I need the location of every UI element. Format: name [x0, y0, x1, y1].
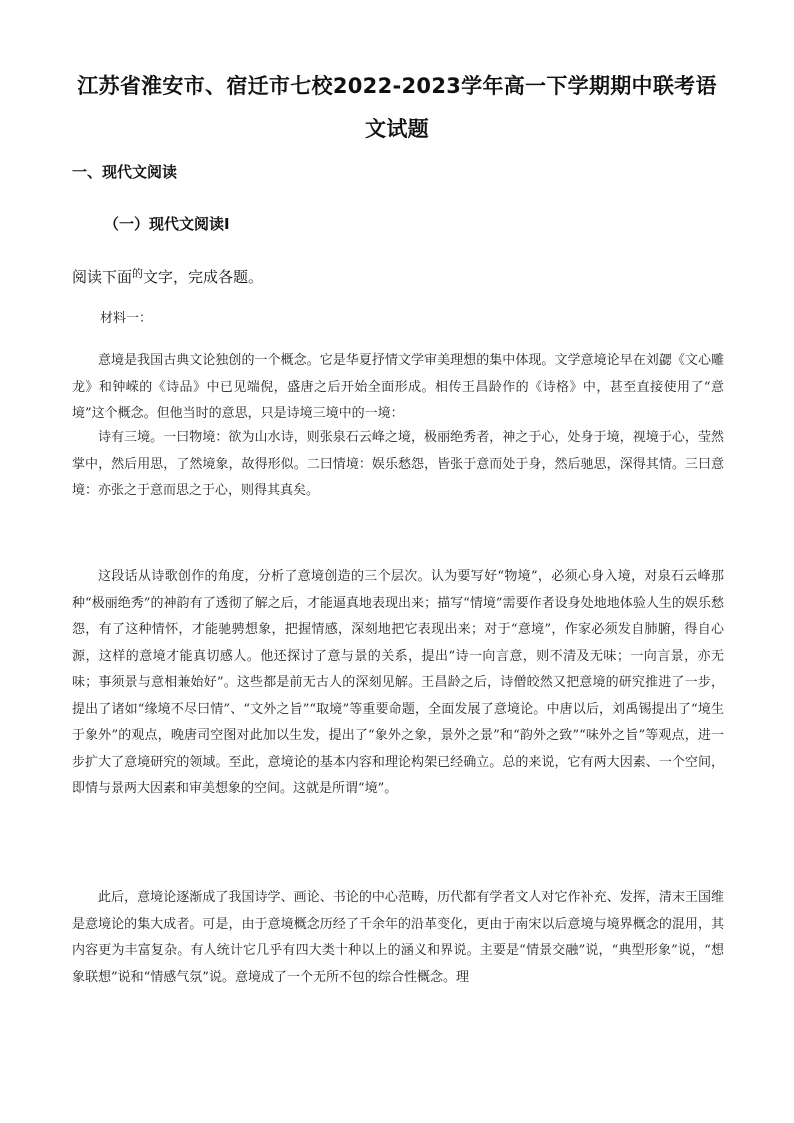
instruction-text-after: 文字，完成各题。 — [143, 268, 264, 286]
exam-title-line-1: 江苏省淮安市、宿迁市七校2022-2023学年高一下学期期中联考语 — [77, 74, 717, 98]
subsection-heading: （一）现代文阅读Ⅰ — [104, 215, 230, 233]
instruction-text-before: 阅读下面 — [72, 268, 133, 286]
paragraph-4: 此后，意境论逐渐成了我国诗学、画论、书论的中心范畴，历代都有学者文人对它作补充、发挥，清末王国维是意境论的集大成者。可是，由于意境概念历经了千余年的沿革变化，更由于南宋以后意境与境界概念的混用，其内容更为丰富复杂。有人统计它几乎有四大类十种以上的涵义和界说。主要是“情景交融”说，“典型形象”说，“想象联想”说和“情感气氛”说。意境成了一个无所不包的综合性概念。理 — [72, 890, 724, 985]
instruction-superscript: 的 — [132, 267, 144, 280]
exam-title-line-2: 文试题 — [365, 117, 429, 141]
paragraph-3: 这段话从诗歌创作的角度，分析了意境创造的三个层次。认为要写好“物境”，必须心身入境，对泉石云峰那种“极丽绝秀”的神韵有了透彻了解之后，才能逼真地表现出来；描写“情境”需要作者设身处地地体验人生的娱乐愁怨，有了这种情怀，才能驰骋想象，把握情感，深刻地把它表现出来；对于“意境”，作家必须发自肺腑，得自心源，这样的意境才能真切感人。他还探讨了意与景的关系，提出“诗一向言意，则不清及无味；一向言景，亦无味；事须景与意相兼始好”。这些都是前无古人的深刻见解。王昌龄之后，诗僧皎然又把意境的研究推进了一步，提出了诸如“缘境不尽曰情”、“文外之旨”“取境”等重要命题，全面发展了意境论。中唐以后，刘禹锡提出了“境生于象外”的观点，晚唐司空图对此加以生发，提出了“象外之象，景外之景”和“韵外之致”“味外之旨”等观点，进一步扩大了意境研究的领域。至此，意境论的基本内容和理论构架已经确立。总的来说，它有两大因素、一个空间，即情与景两大因素和审美想象的空间。这就是所谓“境”。 — [72, 569, 724, 796]
material-label: 材料一： — [100, 311, 153, 326]
reading-instruction — [72, 262, 263, 289]
section-heading: 一、现代文阅读 — [72, 163, 178, 181]
paragraph-1: 意境是我国古典文论独创的一个概念。它是华夏抒情文学审美理想的集中体现。文学意境论早在刘勰《文心雕龙》和钟嵘的《诗品》中已见端倪，盛唐之后开始全面形成。相传王昌龄作的《诗格》中，甚至直接使用了“意境”这个概念。但他当时的意思，只是诗境三境中的一境： — [72, 353, 724, 421]
paragraph-2: 诗有三境。一曰物境：欲为山水诗，则张泉石云峰之境，极丽绝秀者，神之于心，处身于境，视境于心，莹然掌中，然后用思，了然境象，故得形似。二曰情境：娱乐愁怨，皆张于意而处于身，然后驰思，深得其情。三曰意境：亦张之于意而思之于心，则得其真矣。 — [72, 430, 724, 498]
